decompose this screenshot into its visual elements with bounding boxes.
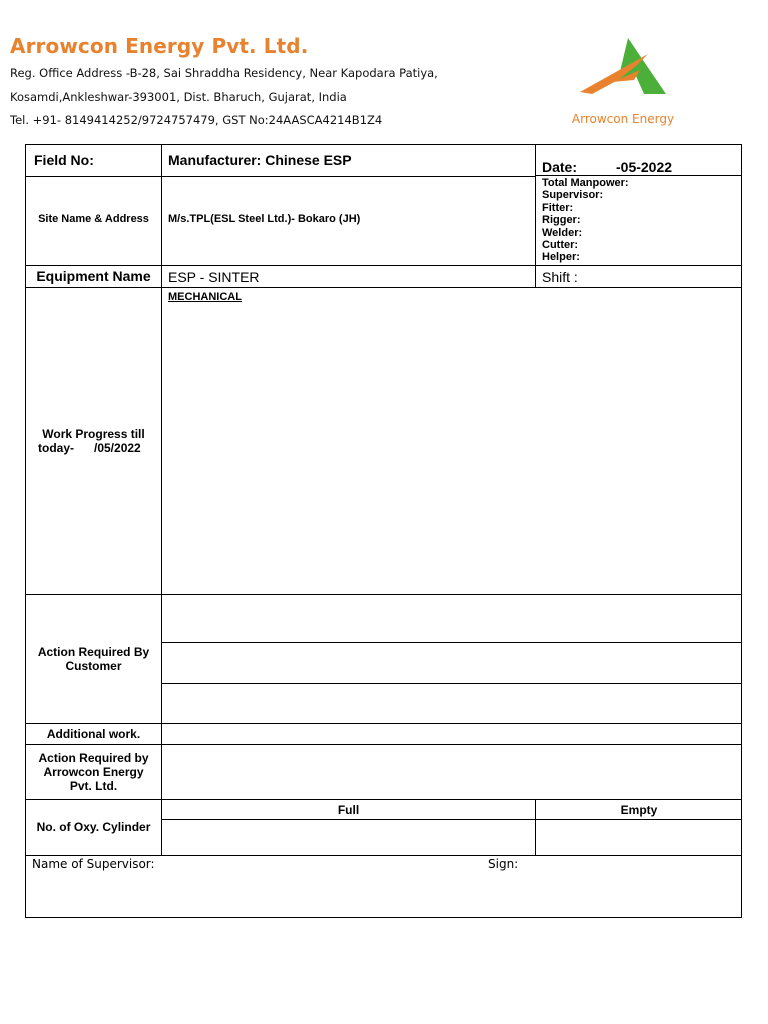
work-progress-label: Work Progress till today- /05/2022: [38, 427, 145, 455]
manpower-total: Total Manpower:: [542, 177, 629, 189]
shift-label: Shift :: [542, 269, 578, 285]
action-arrowcon-field[interactable]: [162, 745, 742, 799]
oxy-empty-header: Empty: [620, 803, 658, 817]
daily-report-form: [25, 144, 742, 918]
manpower-supervisor: Supervisor:: [542, 189, 604, 202]
manpower-helper: Helper:: [542, 251, 580, 264]
logo-text: Arrowcon Energy: [571, 112, 675, 126]
additional-work-field[interactable]: [162, 724, 742, 744]
date-value: -05-2022: [616, 159, 673, 175]
address-line-1: Reg. Office Address -B-28, Sai Shraddha Residency, Near Kapodara Patiya,: [10, 66, 438, 80]
site-name-label: Site Name & Address: [38, 213, 149, 225]
action-customer-row-2[interactable]: [162, 643, 742, 683]
work-progress-area[interactable]: [162, 303, 742, 593]
oxy-full-header: Full: [337, 803, 360, 817]
oxy-cylinder-label: No. of Oxy. Cylinder: [36, 820, 151, 834]
field-no-label: Field No:: [34, 152, 94, 168]
supervisor-name-label: Name of Supervisor:: [32, 857, 155, 871]
address-line-2: Kosamdi,Ankleshwar-393001, Dist. Bharuch, Gujarat, India: [10, 90, 347, 104]
site-name-value: M/s.TPL(ESL Steel Ltd.)- Bokaro (JH): [168, 213, 361, 225]
manpower-fitter: Fitter:: [542, 201, 574, 214]
action-customer-row-1[interactable]: [162, 595, 742, 642]
manufacturer-label: Manufacturer: Chinese ESP: [168, 152, 352, 168]
arrowcon-logo-icon: [578, 36, 670, 98]
additional-work-label: Additional work.: [46, 727, 141, 741]
equipment-name-label: Equipment Name: [36, 268, 151, 284]
sign-label: Sign:: [488, 857, 519, 871]
oxy-empty-field[interactable]: [536, 820, 742, 855]
action-arrowcon-label: Action Required by Arrowcon Energy Pvt. Ltd.: [38, 751, 149, 793]
manpower-list: [542, 177, 629, 264]
manpower-rigger: Rigger:: [542, 214, 581, 227]
manpower-welder: Welder:: [542, 226, 583, 239]
contact-line: Tel. +91- 8149414252/9724757479, GST No:24AASCA4214B1Z4: [10, 113, 383, 127]
oxy-full-field[interactable]: [162, 820, 535, 855]
equipment-name-value: ESP - SINTER: [168, 269, 260, 285]
action-customer-row-3[interactable]: [162, 684, 742, 723]
date-label: Date:: [542, 159, 578, 175]
company-name: Arrowcon Energy Pvt. Ltd.: [10, 34, 309, 58]
mechanical-label: MECHANICAL: [168, 291, 242, 303]
manpower-cutter: Cutter:: [542, 239, 579, 252]
action-customer-label: Action Required By Customer: [37, 645, 150, 673]
